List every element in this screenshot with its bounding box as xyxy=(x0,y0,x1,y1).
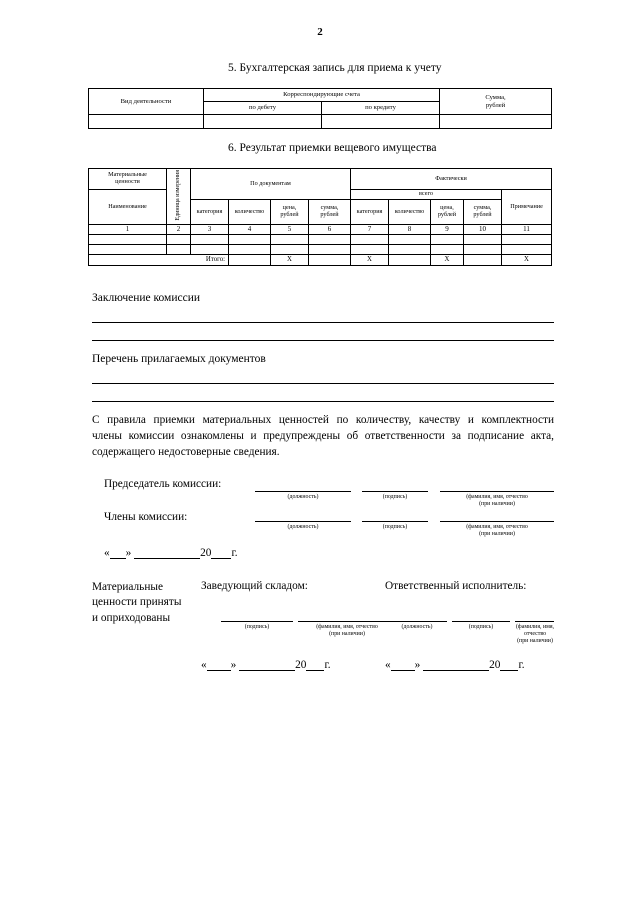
commission-date-line[interactable] xyxy=(104,547,238,559)
wm-date-month-field[interactable] xyxy=(239,659,295,671)
notice-line-1: С правила приемки материальных ценностей по количеству, качеству и комплектности xyxy=(92,414,554,426)
header-act-category: категория xyxy=(351,200,389,225)
warehouse-manager-date-line[interactable] xyxy=(201,659,331,671)
header-act-price: цена, рублей xyxy=(431,200,464,225)
cell-name[interactable] xyxy=(89,245,167,255)
cell-act-price[interactable] xyxy=(431,245,464,255)
date-year-suffix: г. xyxy=(231,547,238,559)
attached-blank-line-2[interactable] xyxy=(92,401,554,402)
cell-doc-sum[interactable] xyxy=(309,245,351,255)
total-label: Итого: xyxy=(89,255,229,266)
total-doc-sum xyxy=(309,255,351,266)
total-act-category: X xyxy=(351,255,389,266)
header-name: Наименование xyxy=(89,190,167,225)
page-number: 2 xyxy=(317,26,323,38)
cell-doc-price[interactable] xyxy=(271,235,309,245)
colnum-9: 9 xyxy=(431,225,464,235)
wm-date-day-field[interactable] xyxy=(207,659,231,671)
wm-date-quote-close: » xyxy=(230,659,237,671)
date-month-field[interactable] xyxy=(134,547,200,559)
cell-note[interactable] xyxy=(502,235,552,245)
date-day-field[interactable] xyxy=(110,547,126,559)
responsible-executor-fullname-line[interactable] xyxy=(515,621,554,622)
cell-act-sum[interactable] xyxy=(464,235,502,245)
responsible-executor-position-caption: (должность) xyxy=(401,624,433,630)
header-total: всего xyxy=(351,190,502,200)
members-position-line[interactable] xyxy=(255,521,351,522)
total-act-price: X xyxy=(431,255,464,266)
header-note: Примечание xyxy=(502,190,552,225)
colnum-8: 8 xyxy=(389,225,431,235)
attached-documents-label: Перечень прилагаемых документов xyxy=(92,353,266,365)
table-row[interactable] xyxy=(89,115,552,129)
cell-note[interactable] xyxy=(502,245,552,255)
warehouse-manager-fullname-caption: (фамилия, имя, отчество (при наличии) xyxy=(316,624,378,638)
total-doc-quantity xyxy=(229,255,271,266)
chairman-fullname-line[interactable] xyxy=(440,491,554,492)
total-note: X xyxy=(502,255,552,266)
notice-line-3: содержащего недостоверные сведения. xyxy=(92,446,280,459)
chairman-fullname-caption: (фамилия, имя, отчество (при наличии) xyxy=(466,494,528,508)
header-amount xyxy=(440,89,552,115)
header-act-quantity: количество xyxy=(389,200,431,225)
members-role-label: Члены комиссии: xyxy=(104,511,188,523)
cell-doc-price[interactable] xyxy=(271,245,309,255)
colnum-4: 4 xyxy=(229,225,271,235)
accounting-record-table xyxy=(88,88,552,129)
members-signature-caption: (подпись) xyxy=(382,524,408,530)
wm-date-year-field[interactable] xyxy=(306,659,324,671)
responsible-executor-signature-caption: (подпись) xyxy=(468,624,494,630)
header-material-values xyxy=(89,169,167,190)
date-quote-open: « xyxy=(104,547,110,559)
header-actual: Фактически xyxy=(351,169,552,190)
cell-amount[interactable] xyxy=(440,115,552,129)
cell-act-category[interactable] xyxy=(351,235,389,245)
table-row[interactable] xyxy=(89,235,552,245)
colnum-3: 3 xyxy=(191,225,229,235)
cell-credit[interactable] xyxy=(322,115,440,129)
responsible-executor-fullname-caption: (фамилия, имя, отчество (при наличии) xyxy=(515,624,555,645)
cell-doc-category[interactable] xyxy=(191,235,229,245)
cell-debit[interactable] xyxy=(204,115,322,129)
header-doc-price: цена, рублей xyxy=(271,200,309,225)
members-fullname-line[interactable] xyxy=(440,521,554,522)
warehouse-manager-signature-line[interactable] xyxy=(221,621,293,622)
cell-act-sum[interactable] xyxy=(464,245,502,255)
chairman-signature-caption: (подпись) xyxy=(382,494,408,500)
re-date-quote-open: « xyxy=(385,659,391,671)
header-amount-line1: Сумма, xyxy=(485,94,506,102)
date-year-field[interactable] xyxy=(211,547,231,559)
warehouse-manager-fullname-line[interactable] xyxy=(298,621,396,622)
section-heading-acceptance-result: 6. Результат приемки вещевого имущества xyxy=(228,142,437,154)
total-act-sum xyxy=(464,255,502,266)
header-material-values-line1: Материальные xyxy=(108,171,147,179)
header-corresponding-accounts: Корреспондирующие счета xyxy=(204,89,440,102)
date-quote-close: » xyxy=(125,547,132,559)
chairman-position-caption: (должность) xyxy=(287,494,319,500)
commission-conclusion-label: Заключение комиссии xyxy=(92,292,201,304)
conclusion-blank-line-1[interactable] xyxy=(92,322,554,323)
warehouse-manager-signature-caption: (подпись) xyxy=(244,624,270,630)
colnum-5: 5 xyxy=(271,225,309,235)
acceptance-result-table xyxy=(88,168,552,266)
wm-date-quote-open: « xyxy=(201,659,207,671)
re-date-quote-close: » xyxy=(414,659,421,671)
header-doc-quantity: количество xyxy=(229,200,271,225)
responsible-executor-date-line[interactable] xyxy=(385,659,525,671)
total-act-quantity xyxy=(389,255,431,266)
notice-line-2: члены комиссии ознакомлены и предупреждены об ответственности за подписание акта, xyxy=(92,430,554,443)
cell-activity-type[interactable] xyxy=(89,115,204,129)
members-signature-line[interactable] xyxy=(362,521,428,522)
cell-act-price[interactable] xyxy=(431,235,464,245)
cell-act-quantity[interactable] xyxy=(389,245,431,255)
header-act-sum: сумма, рублей xyxy=(464,200,502,225)
cell-doc-quantity[interactable] xyxy=(229,245,271,255)
conclusion-blank-line-2[interactable] xyxy=(92,340,554,341)
cell-doc-category[interactable] xyxy=(191,245,229,255)
re-date-year-suffix: г. xyxy=(518,659,525,671)
header-doc-sum: сумма, рублей xyxy=(309,200,351,225)
header-activity-type: Вид деятельности xyxy=(89,89,204,115)
wm-date-year-suffix: г. xyxy=(324,659,331,671)
members-fullname-caption: (фамилия, имя, отчество (при наличии) xyxy=(466,524,528,538)
re-date-month-field[interactable] xyxy=(423,659,489,671)
responsible-executor-signature-line[interactable] xyxy=(452,621,510,622)
colnum-6: 6 xyxy=(309,225,351,235)
header-debit: по дебету xyxy=(204,102,322,115)
chairman-role-label: Председатель комиссии: xyxy=(104,478,222,490)
cell-unit[interactable] xyxy=(167,235,191,245)
notice-paragraph xyxy=(92,412,554,460)
total-row xyxy=(89,255,552,266)
attached-blank-line-1[interactable] xyxy=(92,383,554,384)
column-number-row xyxy=(89,225,552,235)
colnum-11: 11 xyxy=(502,225,552,235)
total-doc-price: X xyxy=(271,255,309,266)
section-heading-accounting-record: 5. Бухгалтерская запись для приема к учету xyxy=(228,62,442,74)
cell-name[interactable] xyxy=(89,235,167,245)
colnum-10: 10 xyxy=(464,225,502,235)
header-material-values-line2: ценности xyxy=(115,178,140,185)
responsible-executor-role-label: Ответственный исполнитель: xyxy=(385,580,527,592)
warehouse-manager-role-label: Заведующий складом: xyxy=(201,580,308,592)
cell-act-category[interactable] xyxy=(351,245,389,255)
colnum-1: 1 xyxy=(89,225,167,235)
header-by-documents: По документам xyxy=(191,169,351,200)
wm-date-year-prefix: 20 xyxy=(295,659,307,671)
materials-received-label: Материальные ценности приняты и оприходованы xyxy=(92,581,182,624)
cell-act-quantity[interactable] xyxy=(389,235,431,245)
re-date-year-prefix: 20 xyxy=(489,659,501,671)
colnum-7: 7 xyxy=(351,225,389,235)
header-doc-category: категория xyxy=(191,200,229,225)
table-row[interactable] xyxy=(89,245,552,255)
cell-doc-quantity[interactable] xyxy=(229,235,271,245)
header-amount-line2: рублей xyxy=(485,101,506,109)
members-position-caption: (должность) xyxy=(287,524,319,530)
chairman-signature-line[interactable] xyxy=(362,491,428,492)
chairman-position-line[interactable] xyxy=(255,491,351,492)
re-date-day-field[interactable] xyxy=(391,659,415,671)
cell-unit[interactable] xyxy=(167,245,191,255)
date-year-prefix: 20 xyxy=(200,547,212,559)
header-unit xyxy=(167,169,191,225)
re-date-year-field[interactable] xyxy=(500,659,518,671)
responsible-executor-position-line[interactable] xyxy=(387,621,447,622)
header-credit: по кредиту xyxy=(322,102,440,115)
colnum-2: 2 xyxy=(167,225,191,235)
header-unit-vertical: Единица измерения xyxy=(175,169,182,221)
cell-doc-sum[interactable] xyxy=(309,235,351,245)
